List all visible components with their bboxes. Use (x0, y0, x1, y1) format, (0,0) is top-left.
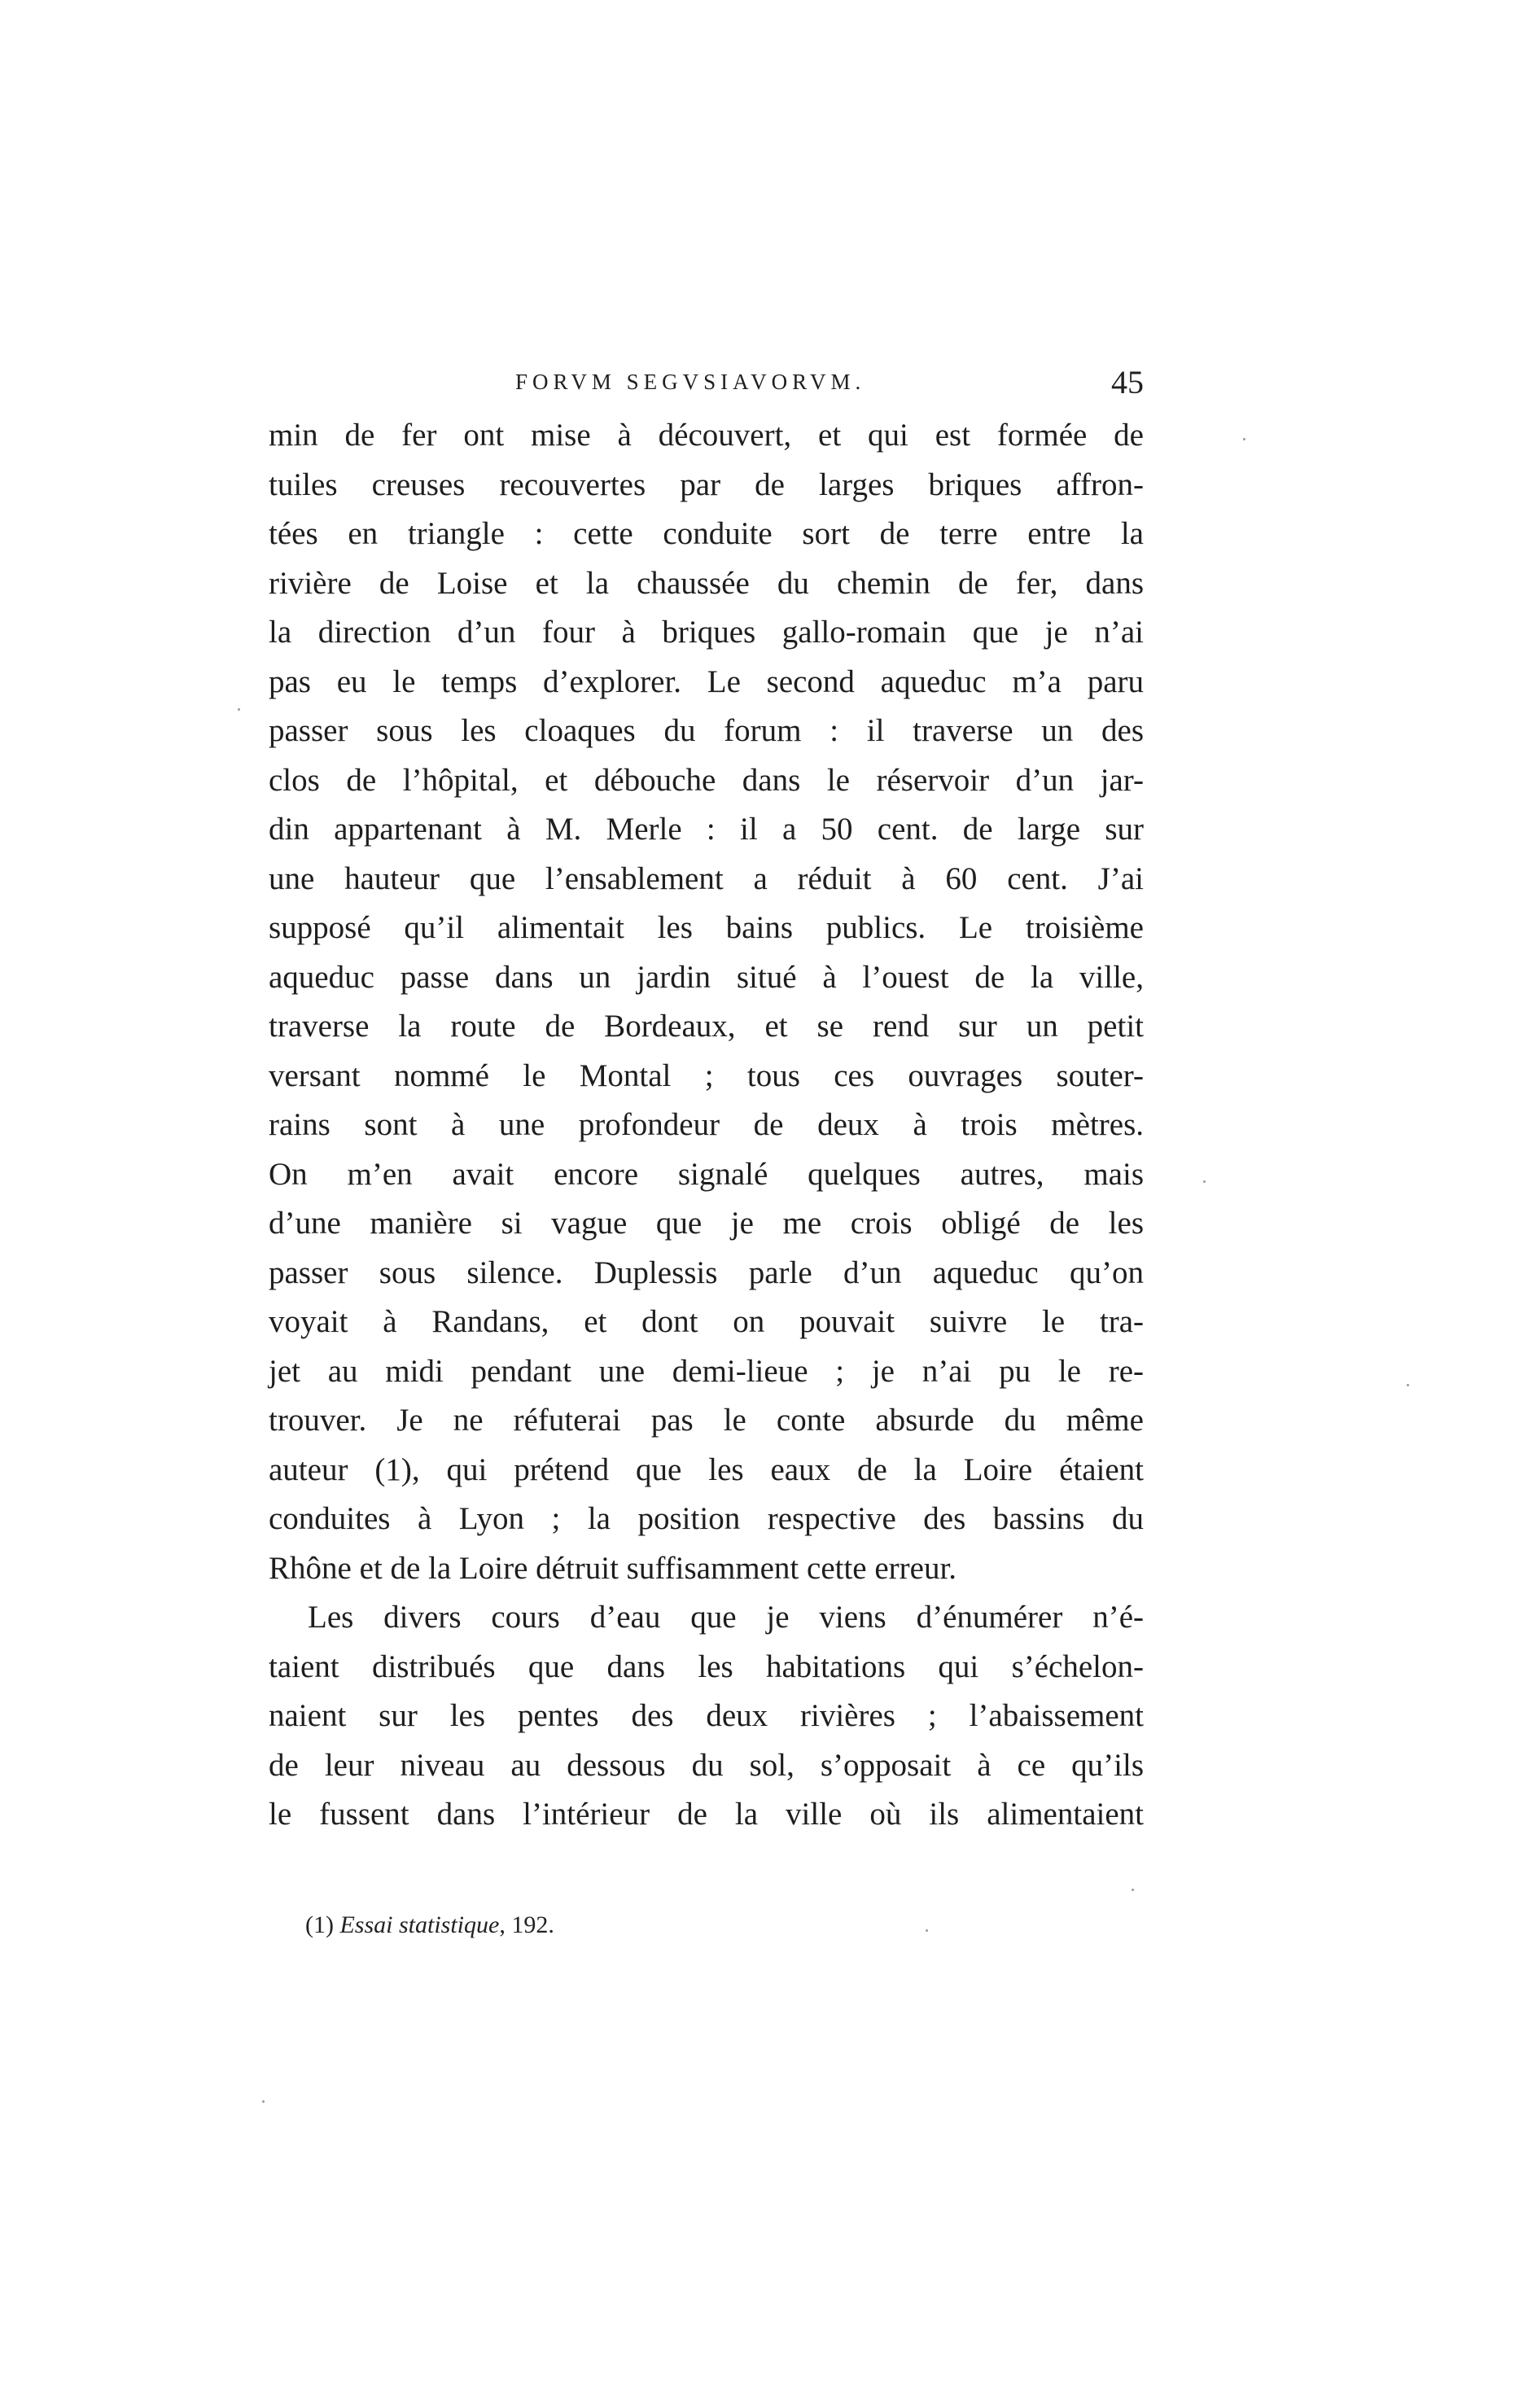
text-line: On m’en avait encore signalé quelques autres, mais (269, 1156, 1144, 1192)
text-line: rivière de Loise et la chaussée du chemin de fer, dans (269, 565, 1144, 601)
running-head (269, 363, 1144, 412)
text-line: conduites à Lyon ; la position respective des bassins du (269, 1501, 1144, 1536)
text-line: naient sur les pentes des deux rivières ; l’abaissement (269, 1698, 1144, 1733)
running-title: FORVM SEGVSIAVORVM. (515, 370, 866, 394)
text-line: traverse la route de Bordeaux, et se rend sur un petit (269, 1009, 1144, 1044)
footnote-page: , 192. (499, 1911, 554, 1938)
scan-speck (238, 708, 240, 711)
text-line: min de fer ont mise à découvert, et qui est formée de (269, 418, 1144, 453)
paragraph-start-line: Les divers cours d’eau que je viens d’énumérer n’é- (308, 1600, 1144, 1635)
text-line: taient distribués que dans les habitations qui s’échelon- (269, 1648, 1144, 1684)
text-line: aqueduc passe dans un jardin situé à l’ouest de la ville, (269, 959, 1144, 995)
text-line: la direction d’un four à briques gallo-romain que je n’ai (269, 615, 1144, 650)
text-line: tuiles creuses recouvertes par de larges briques affron- (269, 466, 1144, 502)
text-line: une hauteur que l’ensablement a réduit à 60 cent. J’ai (269, 860, 1144, 896)
text-line: Rhône et de la Loire détruit suffisamment cette erreur. (269, 1550, 957, 1586)
footnote-marker: (1) (305, 1911, 334, 1938)
text-line: de leur niveau au dessous du sol, s’opposait à ce qu’ils (269, 1747, 1144, 1783)
text-line: pas eu le temps d’explorer. Le second aqueduc m’a paru (269, 663, 1144, 699)
text-line: tées en triangle : cette conduite sort de terre entre la (269, 516, 1144, 551)
text-line: le fussent dans l’intérieur de la ville où ils alimentaient (269, 1797, 1144, 1832)
text-line: auteur (1), qui prétend que les eaux de la Loire étaient (269, 1451, 1144, 1487)
scan-speck (926, 1929, 928, 1932)
scan-speck (262, 2100, 265, 2103)
text-line: versant nommé le Montal ; tous ces ouvrages souter- (269, 1057, 1144, 1093)
scan-speck (1132, 1889, 1134, 1891)
text-line: jet au midi pendant une demi-lieue ; je n’ai pu le re- (269, 1353, 1144, 1389)
text-line: passer sous les cloaques du forum : il traverse un des (269, 713, 1144, 748)
text-line: din appartenant à M. Merle : il a 50 cent. de large sur (269, 812, 1144, 847)
footnote (305, 1911, 554, 1939)
text-line: d’une manière si vague que je me crois obligé de les (269, 1206, 1144, 1241)
text-line: passer sous silence. Duplessis parle d’un aqueduc qu’on (269, 1254, 1144, 1290)
text-line: voyait à Randans, et dont on pouvait suivre le tra- (269, 1304, 1144, 1339)
scan-speck (1407, 1384, 1409, 1386)
text-line: supposé qu’il alimentait les bains publics. Le troisième (269, 910, 1144, 945)
body-text (269, 411, 1144, 1840)
page-number: 45 (1111, 364, 1144, 401)
text-line: rains sont à une profondeur de deux à trois mètres. (269, 1107, 1144, 1142)
scan-speck (1243, 438, 1245, 440)
footnote-title: Essai statistique (339, 1911, 500, 1938)
text-line: trouver. Je ne réfuterai pas le conte absurde du même (269, 1403, 1144, 1438)
text-line: clos de l’hôpital, et débouche dans le réservoir d’un jar- (269, 762, 1144, 798)
scan-speck (1203, 1180, 1206, 1183)
